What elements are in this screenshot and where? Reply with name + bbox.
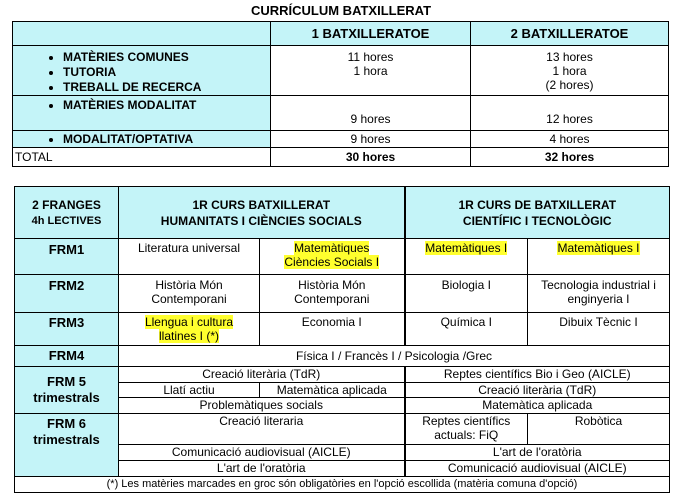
frm2-label: FRM2	[15, 275, 119, 313]
header-humanitats	[119, 187, 405, 239]
hours-value: 13 hores	[546, 50, 593, 64]
hours-value: (2 hores)	[545, 78, 594, 92]
total-label: TOTAL	[13, 148, 271, 167]
subject-line: Tecnologia industrial i	[541, 278, 656, 292]
total-2-batx: 32 hores	[471, 148, 669, 167]
curriculum-title: CURRÍCULUM BATXILLERAT	[250, 3, 432, 18]
subject-line: Història Món	[155, 278, 223, 292]
frm6-left-cell: Creació literaria	[119, 414, 405, 445]
header-line: HUMANITATS I CIÈNCIES SOCIALS	[160, 213, 362, 228]
frm6-right-cell: L'art de l'oratòria	[405, 445, 670, 461]
subject-line: Història Món	[298, 278, 366, 292]
hours-value: 11 hores	[347, 50, 394, 64]
frm1-cell: Literatura universal	[119, 239, 260, 275]
frm6-label-line: trimestrals	[33, 432, 100, 447]
highlighted-subject: Ciències Socials I	[284, 255, 380, 269]
curriculum-hours-table	[12, 21, 669, 167]
hours-2-modalitat: 12 hores	[471, 96, 669, 131]
hours-2-optativa: 4 hores	[471, 131, 669, 148]
highlighted-subject: Matemàtiques	[294, 241, 370, 255]
highlighted-subject: Matemàtiques I	[425, 241, 508, 255]
frm5-label	[15, 367, 119, 414]
frm1-cell	[405, 239, 528, 275]
highlighted-subject: Matemàtiques I	[557, 241, 640, 255]
header-1-batx: 1 BATXILLERATOE	[271, 22, 471, 46]
subjects-cell-a	[13, 46, 271, 96]
frm1-cell	[528, 239, 670, 275]
subject-line: Contemporani	[294, 292, 370, 306]
frm6-right-cell: Comunicació audiovisual (AICLE)	[405, 461, 670, 477]
frm3-cell: Economia I	[260, 313, 405, 346]
hours-2-cell-a	[471, 46, 669, 96]
frm1-cell	[260, 239, 405, 275]
franges-table	[14, 186, 670, 493]
header-line: 1R CURS BATXILLERAT	[192, 197, 331, 212]
footnote: (*) Les matèries marcades en groc són obligatòries en l'opció escollida (matèria comuna d'opció)	[15, 477, 670, 493]
corner-line-1: 2 FRANGES	[32, 197, 101, 212]
header-line: CIENTÍFIC I TECNOLÒGIC	[462, 213, 612, 228]
subject-item: • MATÈRIES COMUNES	[63, 50, 270, 65]
total-1-batx: 30 hores	[271, 148, 471, 167]
subject-line: enginyeria I	[567, 292, 630, 306]
hours-1-cell-a	[271, 46, 471, 96]
subject-line: Reptes científics	[422, 414, 511, 428]
hours-1-optativa: 9 hores	[271, 131, 471, 148]
header-empty-cell	[13, 22, 271, 46]
subject-item: • MATÈRIES MODALITAT	[63, 98, 270, 113]
frm4-label: FRM4	[15, 346, 119, 367]
frm5-label-line: trimestrals	[33, 390, 100, 405]
header-2-batx: 2 BATXILLERATOE	[471, 22, 669, 46]
subject-item: • MODALITAT/OPTATIVA	[63, 132, 270, 147]
subjects-cell-b	[13, 96, 271, 131]
frm5-right-cell: Matemàtica aplicada	[405, 398, 670, 414]
subject-item: • TREBALL DE RECERCA	[63, 80, 270, 95]
frm3-cell: Dibuix Tècnic I	[528, 313, 670, 346]
frm5-label-line: FRM 5	[47, 374, 86, 389]
frm2-cell: Biologia I	[405, 275, 528, 313]
frm6-left-cell: L'art de l'oratòria	[119, 461, 405, 477]
frm5-right-cell: Creació literària (TdR)	[405, 383, 670, 398]
hours-1-modalitat: 9 hores	[271, 96, 471, 131]
frm6-right-cell	[405, 414, 528, 445]
frm6-label	[15, 414, 119, 477]
frm5-left-cell: Matemàtica aplicada	[260, 383, 405, 398]
corner-cell	[15, 187, 119, 239]
frm3-cell	[119, 313, 260, 346]
frm3-label: FRM3	[15, 313, 119, 346]
hours-value: 1 hora	[353, 64, 388, 78]
frm1-label: FRM1	[15, 239, 119, 275]
highlighted-subject: Llengua i cultura	[144, 315, 234, 329]
frm5-left-cell: Llatí actiu	[119, 383, 260, 398]
hours-value: 1 hora	[552, 64, 587, 78]
subjects-cell-c	[13, 131, 271, 148]
subject-line: actuals: FiQ	[434, 428, 499, 442]
frm6-right-cell: Robòtica	[528, 414, 670, 445]
frm4-cell: Física I / Francès I / Psicologia /Grec	[119, 346, 670, 367]
corner-line-2: 4h LECTIVES	[31, 214, 102, 227]
frm2-cell	[528, 275, 670, 313]
header-line: 1R CURS DE BATXILLERAT	[458, 197, 617, 212]
frm5-left-cell: Creació literària (TdR)	[119, 367, 405, 383]
header-cientific	[405, 187, 670, 239]
frm6-label-line: FRM 6	[47, 416, 86, 431]
subject-line: Contemporani	[151, 292, 227, 306]
frm5-left-cell: Problemàtiques socials	[119, 398, 405, 414]
subject-item: • TUTORIA	[63, 65, 270, 80]
highlighted-subject: llatines I (*)	[158, 329, 220, 343]
frm5-right-cell: Reptes científics Bio i Geo (AICLE)	[405, 367, 670, 383]
frm3-cell: Química I	[405, 313, 528, 346]
frm2-cell	[119, 275, 260, 313]
frm2-cell	[260, 275, 405, 313]
frm6-left-cell: Comunicació audiovisual (AICLE)	[119, 445, 405, 461]
